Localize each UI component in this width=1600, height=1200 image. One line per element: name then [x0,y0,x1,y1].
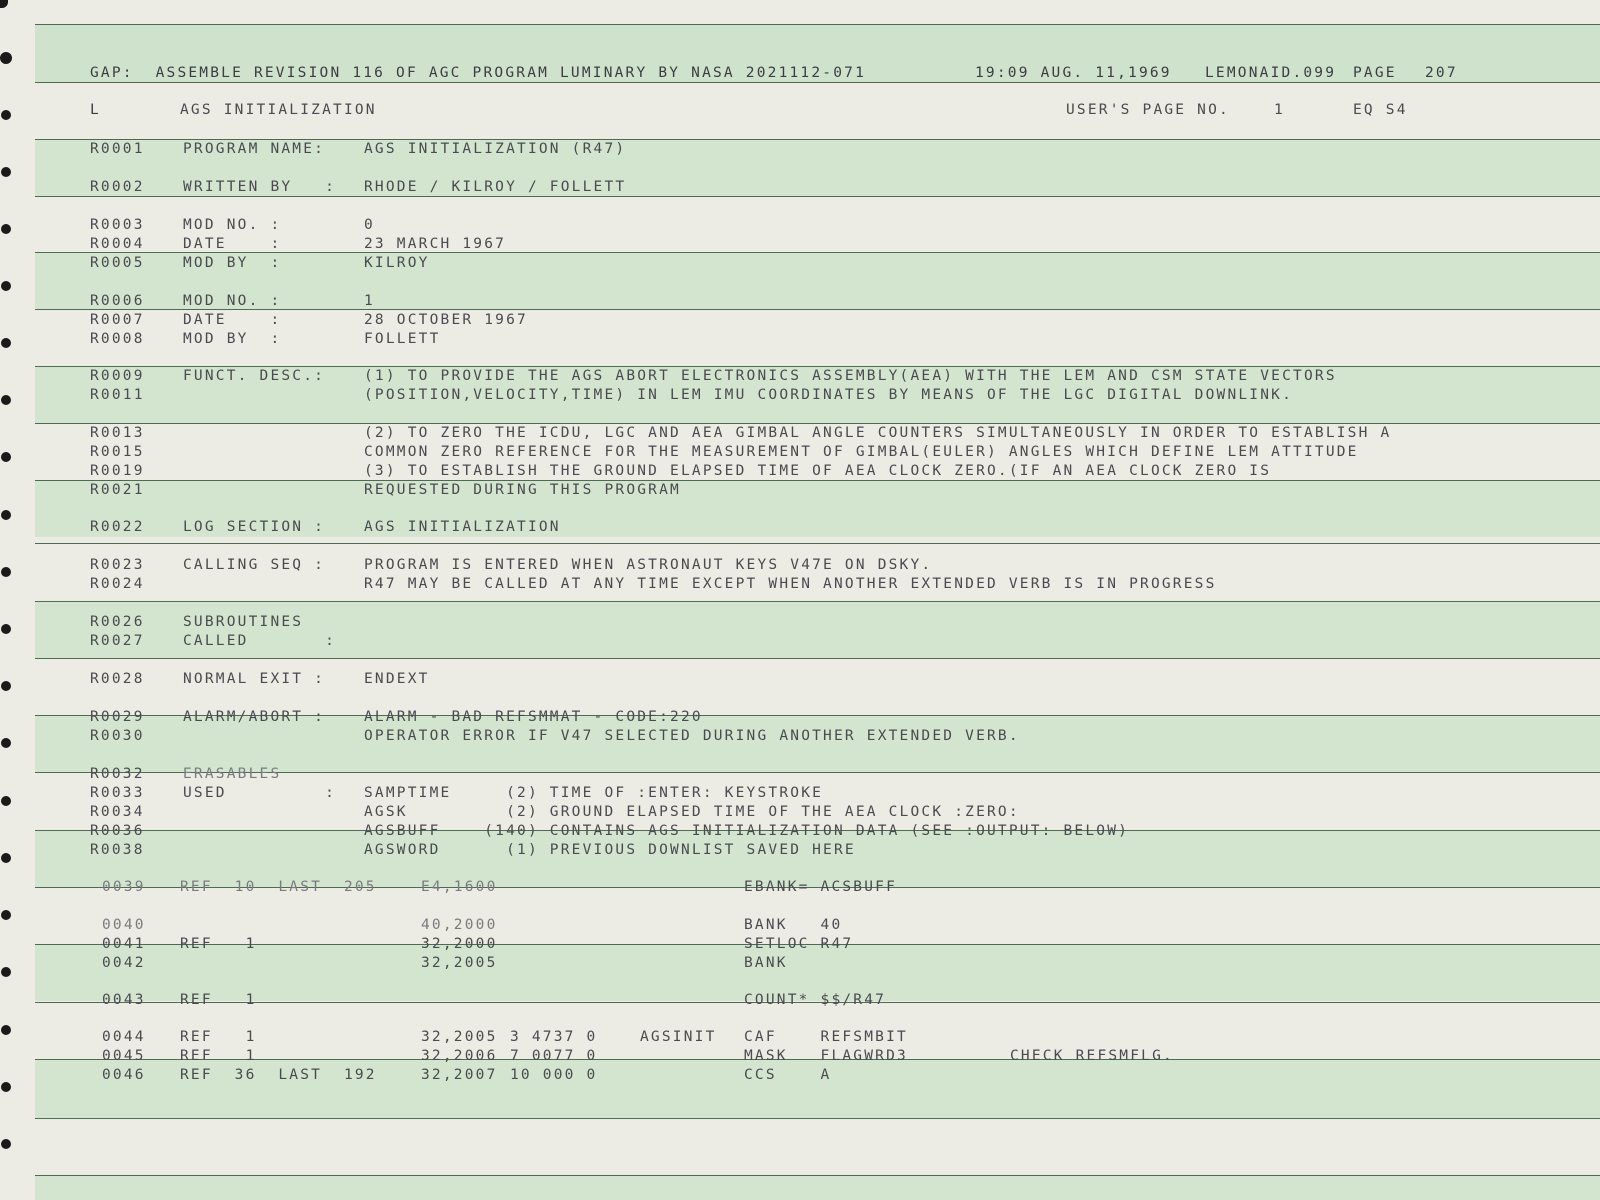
address: 32,2005 [421,955,498,971]
line-number: 0040 [102,917,146,933]
line-number: 0045 [102,1048,146,1064]
tractor-hole [1,738,11,748]
band-rule [35,480,1600,481]
tractor-hole [1,567,11,577]
row-value: (3) TO ESTABLISH THE GROUND ELAPSED TIME OF AEA CLOCK ZERO.(IF AN AEA CLOCK ZERO IS [364,463,1272,479]
operation: CAF REFSMBIT [744,1029,908,1045]
tractor-hole [1,681,11,691]
row-id: R0004 [90,236,145,252]
tractor-hole [1,281,11,291]
header-page-label: PAGE [1353,65,1397,81]
row-label: ERASABLES [183,766,282,782]
band-rule [35,543,1600,544]
log-letter: L [90,102,101,118]
users-page-label: USER'S PAGE NO. [1066,102,1230,118]
band-rule [35,658,1600,659]
row-id: R0021 [90,482,145,498]
tractor-hole [1,796,11,806]
tractor-hole [1,110,11,120]
address: 40,2000 [421,917,498,933]
comment: CHECK REFSMFLG. [1010,1048,1174,1064]
row-value: AGSWORD (1) PREVIOUS DOWNLIST SAVED HERE [364,842,856,858]
row-id: R0029 [90,709,145,725]
tractor-hole [1,1082,11,1092]
label-tag: AGSINIT [640,1029,717,1045]
tractor-hole [1,338,11,348]
row-id: R0033 [90,785,145,801]
operation: BANK 40 [744,917,843,933]
row-id: R0026 [90,614,145,630]
band-rule [35,1175,1600,1176]
row-value: 0 [364,217,375,233]
octal-word: 7 0077 0 [510,1048,598,1064]
octal-word: 3 4737 0 [510,1029,598,1045]
row-id: R0036 [90,823,145,839]
tractor-hole [1,967,11,977]
operation: BANK [744,955,788,971]
row-value: 23 MARCH 1967 [364,236,507,252]
tractor-hole [1,452,11,462]
row-label: CALLING SEQ : [183,557,326,573]
address: 32,2007 [421,1067,498,1083]
row-value: AGS INITIALIZATION [364,519,561,535]
row-id: R0023 [90,557,145,573]
row-value: AGSK (2) GROUND ELAPSED TIME OF THE AEA CLOCK :ZERO: [364,804,1020,820]
row-label: ALARM/ABORT : [183,709,326,725]
header-filename: LEMONAID.099 [1205,65,1337,81]
row-id: R0034 [90,804,145,820]
row-label: NORMAL EXIT : [183,671,326,687]
row-value: ENDEXT [364,671,430,687]
row-id: R0013 [90,425,145,441]
row-id: R0006 [90,293,145,309]
row-id: R0011 [90,387,145,403]
header-timestamp: 19:09 AUG. 11,1969 [975,65,1172,81]
row-value: ALARM - BAD REFSMMAT - CODE:220 [364,709,703,725]
row-label: DATE : [183,236,282,252]
row-id: R0030 [90,728,145,744]
ref-info: REF 36 LAST 192 [180,1067,377,1083]
tractor-hole [1,510,11,520]
line-number: 0039 [102,879,146,895]
line-number: 0041 [102,936,146,952]
row-value: SAMPTIME (2) TIME OF :ENTER: KEYSTROKE [364,785,824,801]
row-value: 28 OCTOBER 1967 [364,312,528,328]
assembly-header: GAP: ASSEMBLE REVISION 116 OF AGC PROGRAM LUMINARY BY NASA 2021112-071 [90,65,867,81]
row-label: FUNCT. DESC.: [183,368,326,384]
row-id: R0015 [90,444,145,460]
row-id: R0027 [90,633,145,649]
row-value: PROGRAM IS ENTERED WHEN ASTRONAUT KEYS V47E ON DSKY. [364,557,933,573]
band-rule [35,24,1600,25]
tractor-hole [0,52,12,64]
row-label: MOD BY : [183,331,282,347]
row-value: (2) TO ZERO THE ICDU, LGC AND AEA GIMBAL ANGLE COUNTERS SIMULTANEOUSLY IN ORDER TO ESTABLISH A [364,425,1392,441]
row-id: R0002 [90,179,145,195]
row-id: R0001 [90,141,145,157]
address: 32,2000 [421,936,498,952]
row-value: REQUESTED DURING THIS PROGRAM [364,482,681,498]
tractor-hole [1,167,11,177]
band-rule [35,1118,1600,1119]
row-value: AGS INITIALIZATION (R47) [364,141,627,157]
row-id: R0007 [90,312,145,328]
users-page-number: 1 [1274,102,1285,118]
row-label: WRITTEN BY : [183,179,337,195]
ref-info: REF 1 [180,936,257,952]
line-number: 0046 [102,1067,146,1083]
row-label: MOD NO. : [183,217,282,233]
tractor-hole [1,853,11,863]
row-id: R0022 [90,519,145,535]
row-id: R0032 [90,766,145,782]
operation: MASK FLAGWRD3 [744,1048,908,1064]
operation: COUNT* $$/R47 [744,992,887,1008]
row-id: R0005 [90,255,145,271]
row-value: AGSBUFF (140) CONTAINS AGS INITIALIZATION DATA (SEE :OUTPUT: BELOW) [364,823,1130,839]
band-rule [35,601,1600,602]
row-label: MOD BY : [183,255,282,271]
row-label: MOD NO. : [183,293,282,309]
line-number: 0044 [102,1029,146,1045]
ref-info: REF 10 LAST 205 [180,879,377,895]
row-id: R0009 [90,368,145,384]
section-title: AGS INITIALIZATION [180,102,377,118]
eq-code: EQ S4 [1353,102,1408,118]
tractor-hole [1,910,11,920]
row-id: R0019 [90,463,145,479]
row-id: R0024 [90,576,145,592]
row-value: R47 MAY BE CALLED AT ANY TIME EXCEPT WHEN ANOTHER EXTENDED VERB IS IN PROGRESS [364,576,1217,592]
tractor-hole [1,1025,11,1035]
row-id: R0028 [90,671,145,687]
green-band [35,1175,1600,1200]
address: 32,2006 [421,1048,498,1064]
line-number: 0043 [102,992,146,1008]
tractor-hole [1,624,11,634]
row-id: R0003 [90,217,145,233]
row-value: 1 [364,293,375,309]
tractor-hole [0,0,8,8]
address: E4,1600 [421,879,498,895]
row-value: (POSITION,VELOCITY,TIME) IN LEM IMU COORDINATES BY MEANS OF THE LGC DIGITAL DOWNLINK. [364,387,1294,403]
row-label: LOG SECTION : [183,519,326,535]
operation: EBANK= ACSBUFF [744,879,898,895]
tractor-hole [1,395,11,405]
operation: SETLOC R47 [744,936,854,952]
header-page-number: 207 [1425,65,1458,81]
row-value: RHODE / KILROY / FOLLETT [364,179,627,195]
row-id: R0038 [90,842,145,858]
address: 32,2005 [421,1029,498,1045]
row-label: PROGRAM NAME: [183,141,326,157]
tractor-hole [1,224,11,234]
row-value: KILROY [364,255,430,271]
row-value: COMMON ZERO REFERENCE FOR THE MEASUREMENT OF GIMBAL(EULER) ANGLES WHICH DEFINE LEM ATTITUDE [364,444,1359,460]
ref-info: REF 1 [180,1048,257,1064]
row-id: R0008 [90,331,145,347]
tractor-hole [1,1139,11,1149]
band-rule [35,82,1600,83]
row-value: OPERATOR ERROR IF V47 SELECTED DURING ANOTHER EXTENDED VERB. [364,728,1020,744]
row-label: CALLED : [183,633,337,649]
band-rule [35,196,1600,197]
octal-word: 10 000 0 [510,1067,598,1083]
row-value: (1) TO PROVIDE THE AGS ABORT ELECTRONICS ASSEMBLY(AEA) WITH THE LEM AND CSM STATE VECTORS [364,368,1337,384]
ref-info: REF 1 [180,992,257,1008]
ref-info: REF 1 [180,1029,257,1045]
row-label: SUBROUTINES [183,614,304,630]
line-number: 0042 [102,955,146,971]
row-label: DATE : [183,312,282,328]
row-value: FOLLETT [364,331,441,347]
operation: CCS A [744,1067,832,1083]
row-label: USED : [183,785,337,801]
